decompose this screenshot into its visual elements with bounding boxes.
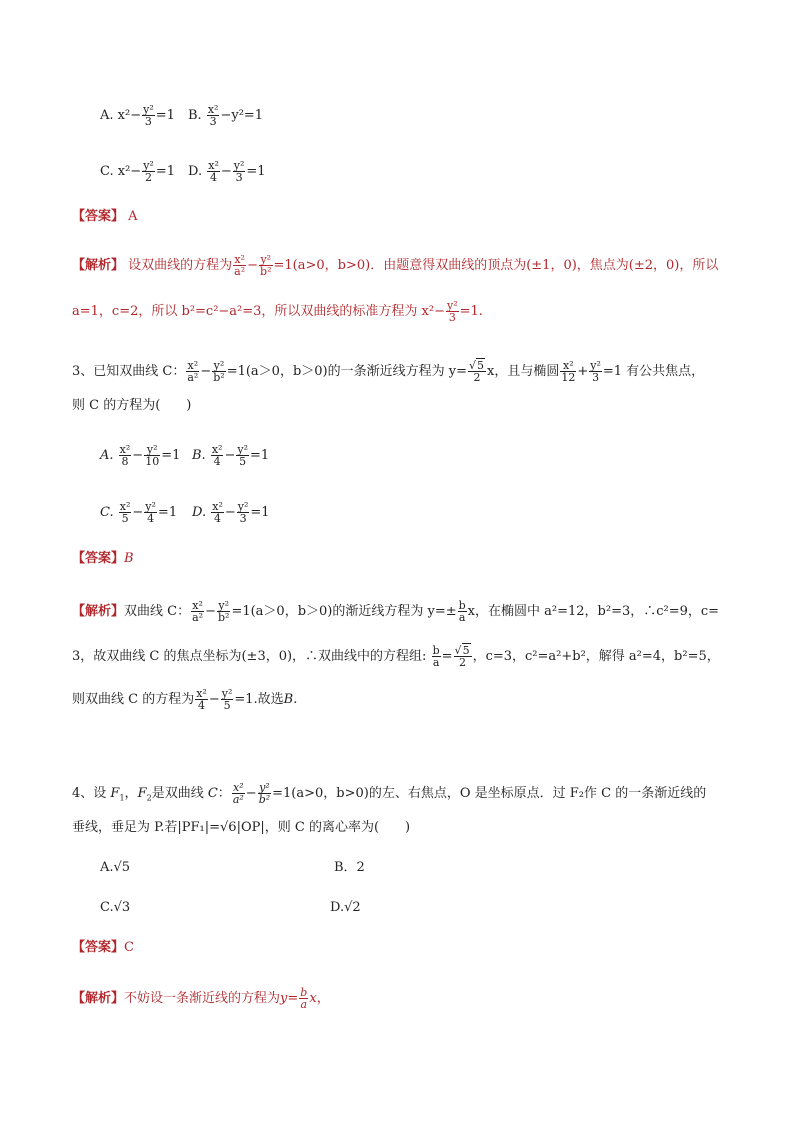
q3-option-c: C. $\frac{\text{x²}}{5}$ − $\frac{\text{y²}}{4}$ =1 [100, 500, 178, 525]
prev-option-d: D. $\frac{\text{x²}}{4}$ − $\frac{\text{y²}}{3}$ =1 [188, 159, 266, 184]
analysis-tag: 【解析】 [72, 991, 125, 1006]
prev-option-a: A. x²− $\frac{\text{y²}}{3}$ =1 [100, 103, 175, 128]
q4-option-b: B．2 [334, 860, 365, 875]
q4-answer [72, 938, 134, 958]
answer-tag: 【答案】 [72, 551, 125, 566]
q3-option-d: D. $\frac{\text{x²}}{4}$ − $\frac{\text{y²}}{3}$ =1 [192, 500, 270, 525]
q4-analysis-line-1: 【解析】不妨设一条渐近线的方程为y= $\frac{b}{a}$ x， [72, 986, 330, 1011]
q3-analysis-line-3: 则双曲线 C 的方程为 $\frac{\text{x²}}{4}$ − $\frac{\text{y²}}{5}$ =1.故选B. [72, 687, 298, 712]
prev-analysis-line-1: 【解析】 设双曲线的方程为 $\frac{\text{x²}}{\text{a²}}$ − $\frac{\text{y²}}{\text{b²}}$ =1(a>0，b>0)．由题意得双曲线的顶点为(±1，0)，焦点为(±2，0)，所以 [72, 253, 719, 278]
q3-option-b: B. $\frac{\text{x²}}{4}$ − $\frac{\text{y²}}{5}$ =1 [192, 443, 270, 468]
q3-answer [72, 549, 134, 569]
answer-tag: 【答案】 [72, 209, 125, 224]
answer-value: A [128, 209, 138, 224]
q3-analysis-line-2: 3，故双曲线 C 的焦点坐标为(±3，0)，∴双曲线中的方程组: $\frac{b}{a}$ = $\frac{√5}{2}$ ，c=3，c²=a²+b²，解得 a²=4，b²=5， [72, 644, 720, 669]
q3-analysis-line-1: 【解析】双曲线 C： $\frac{\text{x²}}{\text{a²}}$ − $\frac{\text{y²}}{\text{b²}}$ =1(a＞0，b＞0)的渐近线方程为 y=± $\frac{b}{a}$ x，在椭圆中 a²=12，b²=3，∴c²=9，c= [72, 599, 720, 624]
q4-option-c: C.√3 [100, 900, 131, 915]
prev-option-b: B. $\frac{\text{x²}}{3}$ −y²=1 [188, 103, 264, 128]
answer-tag: 【答案】 [72, 940, 125, 955]
prev-analysis-line-2: a=1，c=2，所以 b²=c²−a²=3，所以双曲线的标准方程为 x²− $\frac{\text{y²}}{3}$ =1. [72, 299, 483, 324]
answer-value: B [124, 551, 134, 566]
q3-stem-line-2: 则 C 的方程为( ) [72, 398, 192, 413]
analysis-tag: 【解析】 [72, 604, 125, 619]
q4-option-a: A.√5 [100, 860, 131, 875]
q3-option-a: A. $\frac{\text{x²}}{8}$ − $\frac{\text{y²}}{10}$ =1 [100, 443, 181, 468]
q4-option-d: D.√2 [330, 900, 361, 915]
q3-stem-line-1: 3、已知双曲线 C： $\frac{\text{x²}}{\text{a²}}$ − $\frac{\text{y²}}{\text{b²}}$ =1(a＞0，b＞0)的一条渐近线方程为 y= $\frac{√5}{2}$ x，且与椭圆 $\frac{\text{x²}}{12}$ + $\frac{\text{y²}}{3}$ =1 有公共焦点， [72, 359, 705, 384]
analysis-tag: 【解析】 [72, 258, 125, 273]
q4-stem-line-1: 4、设 $F_1$，$F_2$是双曲线 C： $\frac{\text{x²}}{\text{a²}}$ − $\frac{\text{y²}}{\text{b²}}$ =1(a>0，b>0)的左、右焦点，O 是坐标原点．过 F₂作 C 的一条渐近线的 [72, 781, 707, 806]
prev-answer [72, 207, 138, 227]
q4-stem-line-2: 垂线，垂足为 P.若|PF₁|=√6|OP|，则 C 的离心率为( ) [72, 820, 411, 835]
prev-option-c: C. x²− $\frac{\text{y²}}{2}$ =1 [100, 159, 175, 184]
answer-value: C [124, 940, 134, 955]
